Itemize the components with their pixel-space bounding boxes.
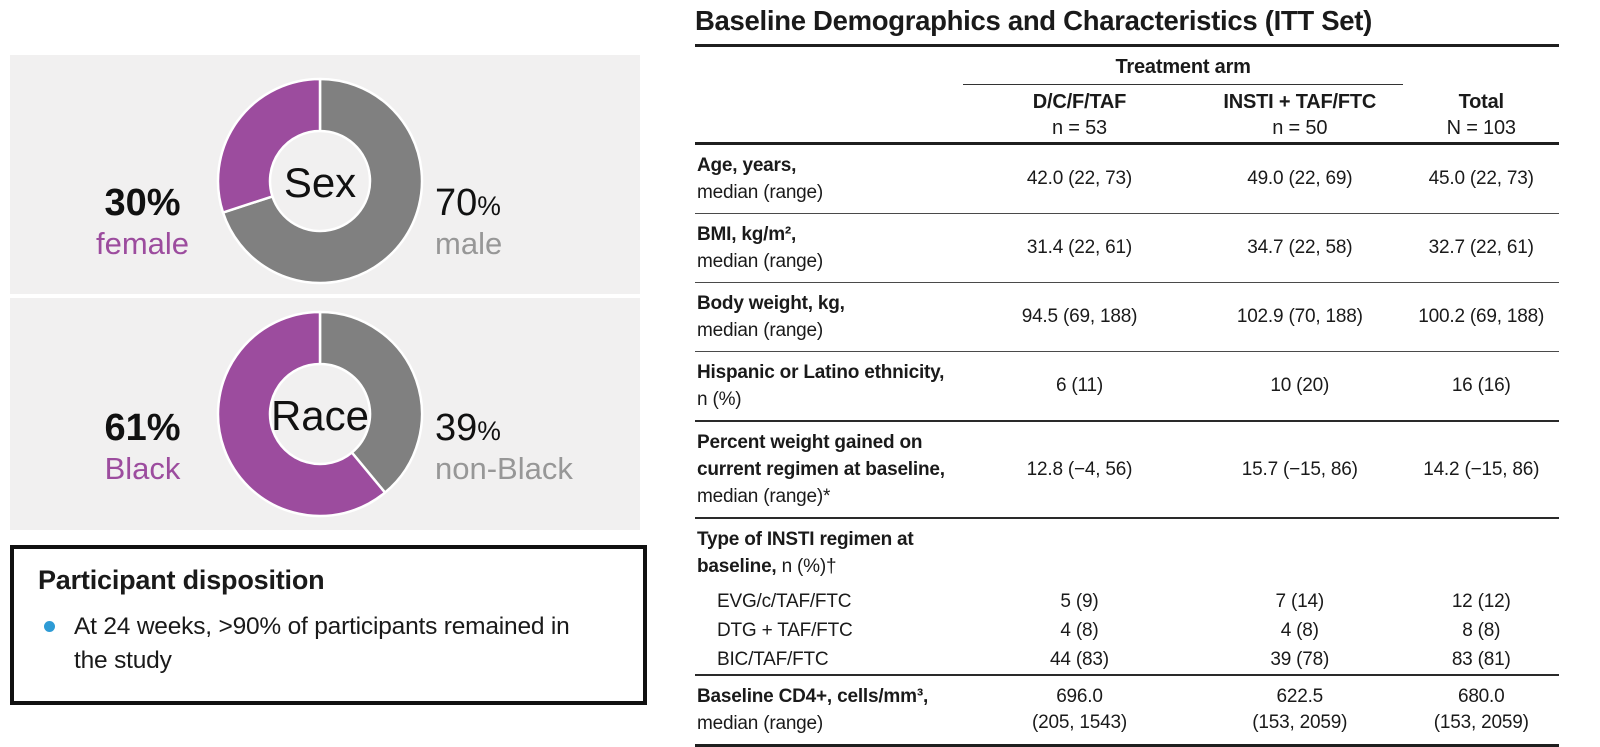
table-cell: 7 (14) xyxy=(1275,591,1324,612)
disposition-bullet-row xyxy=(44,610,604,679)
n-total: N = 103 xyxy=(1403,114,1559,144)
table-row xyxy=(695,214,1559,283)
table-row xyxy=(695,518,1559,587)
row-label: EVG/c/TAF/FTC xyxy=(717,591,852,612)
race-nonblack-percent: 39% xyxy=(435,407,501,449)
demographics-table xyxy=(695,44,1559,747)
n-dcftaf: n = 53 xyxy=(963,114,1196,144)
race-black-label-group xyxy=(55,408,230,487)
table-cell: 622.5 (153, 2059) xyxy=(1196,675,1403,746)
row-label: BIC/TAF/FTC xyxy=(717,649,829,670)
row-label: Percent weight gained on current regimen at baseline, median (range)* xyxy=(695,421,963,518)
table-cell: 16 (16) xyxy=(1403,352,1559,422)
table-cell: 94.5 (69, 188) xyxy=(963,283,1196,352)
table-cell xyxy=(1403,518,1559,587)
table-cell: 12 (12) xyxy=(1451,591,1511,612)
row-label: Type of INSTI regimen at baseline, n (%)† xyxy=(695,518,963,587)
table-row xyxy=(695,675,1559,746)
table-cell xyxy=(963,518,1196,587)
sex-male-label-group xyxy=(435,183,625,262)
table-cell: 680.0 (153, 2059) xyxy=(1403,675,1559,746)
row-label: DTG + TAF/FTC xyxy=(717,620,853,641)
table-cell: 100.2 (69, 188) xyxy=(1403,283,1559,352)
sex-female-percent: 30% xyxy=(104,182,181,224)
table-cell: 45.0 (22, 73) xyxy=(1428,168,1534,189)
table-cell: 10 (20) xyxy=(1196,352,1403,422)
sample-size-row xyxy=(695,114,1559,144)
race-chart-panel xyxy=(10,298,640,530)
disposition-title: Participant disposition xyxy=(38,565,325,595)
sex-center-label: Sex xyxy=(283,159,357,206)
table-title: Baseline Demographics and Characteristics (ITT Set) xyxy=(695,5,1372,36)
sex-female-label: female xyxy=(95,226,190,262)
column-header-total: Total xyxy=(1458,91,1504,113)
bullet-icon xyxy=(44,621,55,632)
table-cell: 15.7 (−15, 86) xyxy=(1196,421,1403,518)
table-cell: 14.2 (−15, 86) xyxy=(1403,421,1559,518)
table-cell: 83 (81) xyxy=(1451,649,1511,670)
table-cell: 34.7 (22, 58) xyxy=(1196,214,1403,283)
table-cell: 8 (8) xyxy=(1462,620,1501,641)
sex-chart-panel xyxy=(10,55,640,294)
table-cell: 4 (8) xyxy=(1280,620,1319,641)
table-row xyxy=(695,144,1559,214)
table-cell xyxy=(1196,518,1403,587)
row-label: Body weight, kg, median (range) xyxy=(695,283,963,352)
table-cell: 49.0 (22, 69) xyxy=(1247,168,1353,189)
table-cell: 102.9 (70, 188) xyxy=(1196,283,1403,352)
table-cell: 6 (11) xyxy=(963,352,1196,422)
column-header-dcftaf: D/C/F/TAF xyxy=(1032,91,1127,113)
table-cell: 39 (78) xyxy=(1270,649,1330,670)
table-row xyxy=(695,283,1559,352)
table-cell: 31.4 (22, 61) xyxy=(963,214,1196,283)
race-center-label: Race xyxy=(270,392,370,439)
row-label: Baseline CD4+, cells/mm³, median (range) xyxy=(695,675,963,746)
table-cell: 42.0 (22, 73) xyxy=(1026,168,1133,189)
participant-disposition-box xyxy=(10,545,647,705)
treatment-arm-header-row xyxy=(695,46,1559,85)
table-cell: 4 (8) xyxy=(1060,620,1099,641)
table-cell: 12.8 (−4, 56) xyxy=(963,421,1196,518)
sex-female-label-group xyxy=(55,183,230,262)
table-row xyxy=(695,352,1559,422)
row-label: BMI, kg/m², median (range) xyxy=(695,214,963,283)
demographics-table-section xyxy=(695,5,1559,747)
table-cell: 696.0 (205, 1543) xyxy=(963,675,1196,746)
column-header-insti: INSTI + TAF/FTC xyxy=(1223,91,1377,113)
n-insti: n = 50 xyxy=(1196,114,1403,144)
sex-male-label: male xyxy=(435,226,503,262)
race-black-percent: 61% xyxy=(104,407,181,449)
treatment-arm-header: Treatment arm xyxy=(963,46,1404,85)
table-row xyxy=(695,645,1559,675)
table-cell: 32.7 (22, 61) xyxy=(1403,214,1559,283)
race-nonblack-label: non-Black xyxy=(435,451,573,487)
table-cell: 44 (83) xyxy=(1050,649,1109,670)
race-nonblack-label-group xyxy=(435,408,625,487)
table-row xyxy=(695,421,1559,518)
column-header-row xyxy=(695,85,1559,115)
table-row xyxy=(695,616,1559,645)
row-label: Age, years, median (range) xyxy=(697,155,824,203)
table-cell: 5 (9) xyxy=(1060,591,1099,612)
sex-male-percent: 70% xyxy=(435,182,501,224)
race-black-label: Black xyxy=(104,451,181,487)
row-label: Hispanic or Latino ethnicity, n (%) xyxy=(695,352,963,422)
table-row xyxy=(695,587,1559,616)
disposition-bullet-text: At 24 weeks, >90% of participants remained in the study xyxy=(74,613,570,675)
